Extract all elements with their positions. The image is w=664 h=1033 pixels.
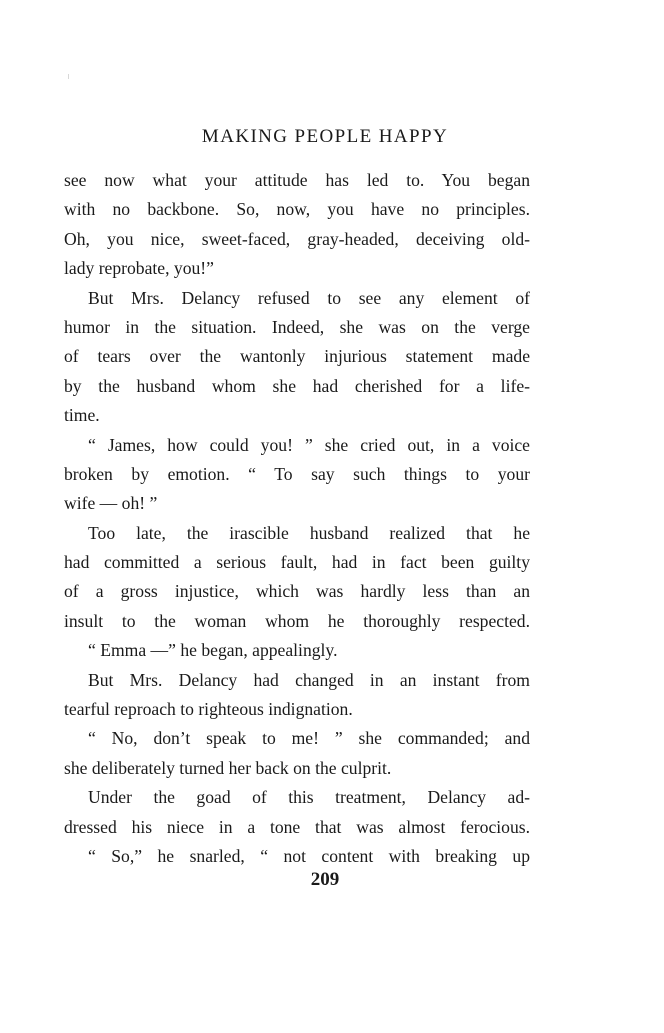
text-line: see now what your attitude has led to. You began (64, 170, 530, 190)
text-line: wife — oh! ” (64, 493, 158, 514)
text-line: she deliberately turned her back on the culprit. (64, 757, 392, 778)
text-line: dressed his niece in a tone that was almost ferocious. (64, 816, 530, 837)
running-head: MAKING PEOPLE HAPPY (201, 126, 449, 147)
text-line: by the husband whom she had cherished for a life- (64, 375, 530, 396)
text-line: had committed a serious fault, had in fact been guilty (64, 552, 530, 573)
text-line: tearful reproach to righteous indignation. (64, 699, 353, 720)
text-line: “ James, how could you! ” she cried out, in a voice (88, 434, 530, 455)
page-number: 209 (310, 869, 340, 890)
text-line: with no backbone. So, now, you have no principles. (64, 199, 530, 220)
text-line: But Mrs. Delancy refused to see any element of (88, 287, 530, 308)
text-line: time. (64, 405, 100, 426)
text-line: Under the goad of this treatment, Delancy ad- (88, 787, 530, 808)
text-line: broken by emotion. “ To say such things to your (64, 463, 530, 484)
text-line: But Mrs. Delancy had changed in an instant from (88, 669, 530, 690)
text-line: “ No, don’t speak to me! ” she commanded; and (88, 728, 530, 749)
text-line: of a gross injustice, which was hardly less than an (64, 581, 530, 602)
text-line: lady reprobate, you!” (64, 258, 214, 279)
text-line: Oh, you nice, sweet-faced, gray-headed, deceiving old- (64, 228, 530, 249)
text-line: “ Emma —” he began, appealingly. (88, 640, 338, 661)
body-text (64, 166, 530, 871)
text-line: insult to the woman whom he thoroughly respected. (64, 610, 530, 631)
text-line: of tears over the wantonly injurious statement made (64, 346, 530, 367)
text-line: “ So,” he snarled, “ not content with breaking up (88, 845, 530, 866)
text-line: humor in the situation. Indeed, she was on the verge (64, 316, 530, 337)
text-line: Too late, the irascible husband realized that he (88, 522, 530, 543)
paper-speck (68, 74, 69, 79)
